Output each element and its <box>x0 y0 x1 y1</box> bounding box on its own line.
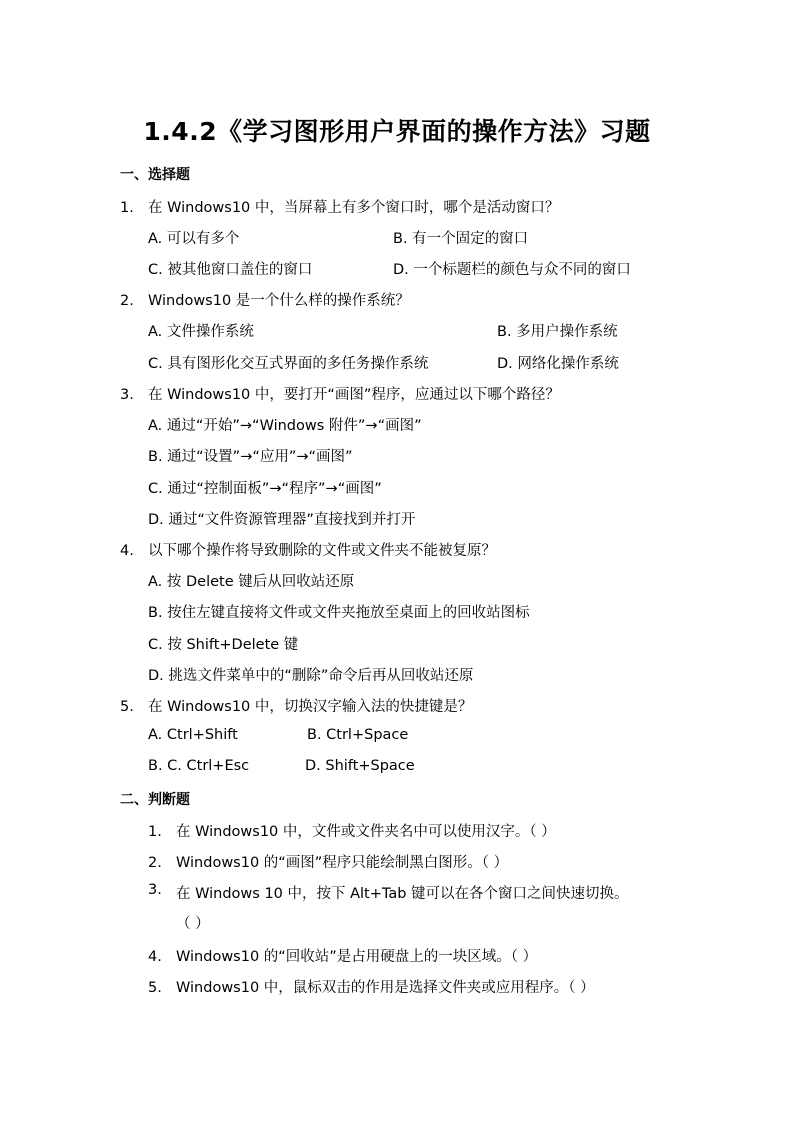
judgment-text: Windows10 的“回收站”是占用硬盘上的一块区域。（ ） <box>176 949 538 965</box>
judgment-text: Windows10 的“画图”程序只能绘制黑白图形。（ ） <box>176 855 509 871</box>
question-text: 在 Windows10 中，当屏幕上有多个窗口时，哪个是活动窗口？ <box>148 200 560 216</box>
option-c: C. 被其他窗口盖住的窗口 <box>148 262 313 278</box>
judgment-text: 在 Windows10 中，文件或文件夹名中可以使用汉字。（ ） <box>176 824 556 840</box>
judgment-number: 5. <box>148 980 162 996</box>
question-number: 3. <box>120 387 134 403</box>
question-number: 1. <box>120 200 134 216</box>
question-5 <box>120 695 472 716</box>
judgment-text: Windows10 中，鼠标双击的作用是选择文件夹或应用程序。（ ） <box>176 980 595 996</box>
judgment-3 <box>148 882 673 933</box>
question-1 <box>120 196 559 217</box>
judgment-2 <box>148 851 508 872</box>
question-4 <box>120 539 496 560</box>
option-d: D. Shift+Space <box>305 758 415 774</box>
question-text: 在 Windows10 中，切换汉字输入法的快捷键是？ <box>148 699 473 715</box>
page-title: 1.4.2《学习图形用户界面的操作方法》习题 <box>143 117 651 146</box>
option-d: D. 挑选文件菜单中的“删除”命令后再从回收站还原 <box>148 668 474 684</box>
judgment-text <box>176 882 673 903</box>
section-heading-judgment: 二、判断题 <box>120 792 190 808</box>
question-number: 5. <box>120 699 134 715</box>
judgment-5 <box>148 976 595 997</box>
option-a: A. Ctrl+Shift <box>148 727 238 743</box>
judgment-text-part: 在 Windows 10 中，按下 Alt+Tab 键可以在各个窗口之间快速切换。 <box>176 886 629 902</box>
option-c: C. 具有图形化交互式界面的多任务操作系统 <box>148 356 429 372</box>
section-heading-choice: 一、选择题 <box>120 167 190 183</box>
option-a: A. 可以有多个 <box>148 231 240 247</box>
question-2 <box>120 289 410 310</box>
option-a: A. 文件操作系统 <box>148 324 254 340</box>
option-d: D. 一个标题栏的颜色与众不同的窗口 <box>393 262 631 278</box>
judgment-number: 2. <box>148 855 162 871</box>
judgment-number: 4. <box>148 949 162 965</box>
judgment-number: 3. <box>148 882 162 898</box>
option-b: B. 有一个固定的窗口 <box>393 231 529 247</box>
option-b: B. 通过“设置”→“应用”→“画图” <box>148 449 353 465</box>
option-a: A. 按 Delete 键后从回收站还原 <box>148 574 355 590</box>
question-text: 在 Windows10 中，要打开“画图”程序，应通过以下哪个路径？ <box>148 387 560 403</box>
option-b: B. Ctrl+Space <box>307 727 409 743</box>
question-text: Windows10 是一个什么样的操作系统？ <box>148 293 410 309</box>
judgment-4 <box>148 945 537 966</box>
question-text: 以下哪个操作将导致删除的文件或文件夹不能被复原？ <box>148 543 496 559</box>
judgment-1 <box>148 820 556 841</box>
option-b: B. 多用户操作系统 <box>497 324 618 340</box>
question-3 <box>120 383 560 404</box>
judgment-answer-blank: （ ） <box>176 916 210 932</box>
judgment-number: 1. <box>148 824 162 840</box>
option-c: B. C. Ctrl+Esc <box>148 758 250 774</box>
option-d: D. 网络化操作系统 <box>497 356 619 372</box>
option-c: C. 按 Shift+Delete 键 <box>148 637 299 653</box>
question-number: 2. <box>120 293 134 309</box>
option-d: D. 通过“文件资源管理器”直接找到并打开 <box>148 512 416 528</box>
question-number: 4. <box>120 543 134 559</box>
option-b: B. 按住左键直接将文件或文件夹拖放至桌面上的回收站图标 <box>148 605 530 621</box>
option-c: C. 通过“控制面板”→“程序”→“画图” <box>148 481 382 497</box>
option-a: A. 通过“开始”→“Windows 附件”→“画图” <box>148 418 422 434</box>
